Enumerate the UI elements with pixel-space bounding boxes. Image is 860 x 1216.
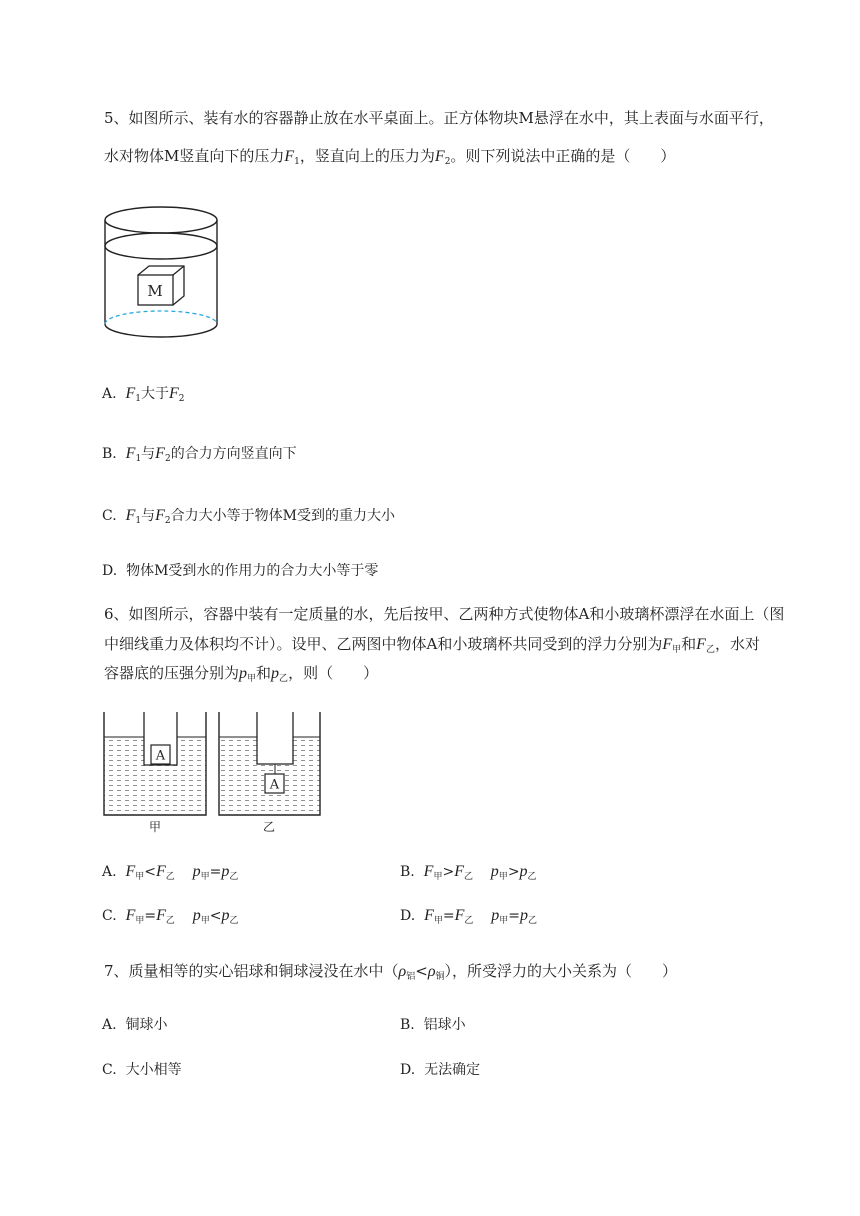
subscript: 1 [135, 454, 142, 464]
subscript: 乙 [229, 916, 239, 926]
option-letter: B. [102, 446, 117, 462]
symbol-F: F [156, 907, 166, 924]
symbol-p: p [221, 907, 230, 924]
q5-option-d[interactable] [102, 561, 378, 581]
symbol-F: F [125, 907, 136, 924]
subscript: 乙 [165, 872, 175, 882]
q7-text: ），所受浮力的大小关系为（ ） [444, 962, 678, 980]
relation: > [507, 864, 520, 880]
symbol-rho: ρ [398, 963, 407, 980]
subscript: 乙 [527, 872, 537, 882]
subscript: 甲 [433, 872, 443, 882]
q5-option-a[interactable] [102, 384, 185, 409]
subscript: 乙 [527, 916, 537, 926]
option-text: 合力大小等于物体M受到的重力大小 [170, 508, 395, 524]
q6-text: ，则（ ） [288, 664, 379, 682]
subscript: 甲 [200, 872, 210, 882]
q6-figures [100, 708, 324, 838]
q7-option-a[interactable] [102, 1015, 167, 1035]
symbol-p: p [271, 665, 280, 682]
subscript: 甲 [135, 872, 145, 882]
q7-stem [104, 961, 677, 987]
symbol-F: F [423, 863, 434, 880]
relation: < [209, 908, 222, 924]
relation: < [415, 962, 428, 980]
option-letter: D. [400, 1062, 416, 1078]
q6-text: 和 [681, 635, 697, 653]
q6-option-b[interactable] [400, 862, 537, 887]
q5-option-b[interactable] [102, 444, 297, 469]
figure-yi-label: 乙 [262, 820, 276, 834]
symbol-F: F [125, 445, 136, 462]
option-text: 物体M受到水的作用力的合力大小等于零 [126, 563, 379, 579]
symbol-p: p [491, 907, 500, 924]
relation: > [442, 864, 455, 880]
option-letter: D. [400, 908, 416, 924]
relation: = [442, 908, 455, 924]
option-letter: B. [400, 864, 415, 880]
subscript: 1 [135, 516, 142, 526]
symbol-F: F [284, 148, 295, 165]
q5-text: 。则下列说法中正确的是（ ） [450, 147, 676, 165]
subscript: 甲 [498, 872, 508, 882]
block-a-label: A [269, 777, 280, 793]
symbol-p: p [221, 863, 230, 880]
symbol-F: F [155, 507, 165, 524]
option-letter: B. [400, 1017, 415, 1033]
subscript: 甲 [499, 916, 509, 926]
q6-option-d[interactable] [400, 906, 537, 931]
option-text: 大小相等 [125, 1062, 182, 1078]
subscript: 2 [164, 454, 171, 464]
symbol-p: p [192, 863, 201, 880]
q5-option-c[interactable] [102, 506, 395, 531]
subscript: 甲 [247, 674, 257, 684]
option-letter: C. [102, 1062, 117, 1078]
relation: = [209, 864, 222, 880]
symbol-p: p [519, 863, 528, 880]
symbol-F: F [125, 863, 136, 880]
option-text: 的合力方向竖直向下 [170, 446, 297, 462]
q7-option-b[interactable] [400, 1015, 466, 1035]
option-letter: A. [102, 1017, 117, 1033]
figure-jia-label: 甲 [148, 820, 162, 834]
relation: = [144, 908, 157, 924]
q6-stem-line1: 6、如图所示，容器中装有一定质量的水，先后按甲、乙两种方式使物体A和小玻璃杯漂浮在水面上（图 [104, 605, 785, 623]
symbol-F: F [125, 385, 136, 402]
subscript: 甲 [672, 645, 682, 655]
q6-text: ，水对 [714, 635, 760, 653]
q6-option-c[interactable] [102, 906, 238, 931]
q7-text: 7、质量相等的实心铝球和铜球浸没在水中（ [104, 962, 399, 980]
q5-stem-line1: 5、如图所示、装有水的容器静止放在水平桌面上。正方体物块M悬浮在水中，其上表面与水面平行， [104, 109, 774, 127]
option-text: 与 [141, 446, 156, 462]
q5-text: 水对物体M竖直向下的压力 [104, 147, 285, 165]
q7-option-d[interactable] [400, 1060, 480, 1080]
figure-yi [219, 712, 320, 834]
subscript: 乙 [463, 872, 473, 882]
symbol-F: F [155, 445, 165, 462]
symbol-rho: ρ [427, 963, 436, 980]
q5-stem-line2 [104, 146, 675, 172]
q6-stem-line3 [104, 663, 378, 689]
subscript: 乙 [279, 674, 289, 684]
symbol-F: F [424, 907, 434, 924]
cube-label: M [147, 282, 163, 300]
option-text: 与 [141, 508, 156, 524]
subscript: 1 [135, 394, 141, 404]
q6-text: 中细线重力及体积均不计）。设甲、乙两图中物体A和小玻璃杯共同受到的浮力分别为 [104, 635, 663, 653]
subscript: 甲 [200, 916, 210, 926]
q6-text: 和 [256, 664, 272, 682]
q6-option-a[interactable] [102, 862, 238, 887]
subscript: 乙 [229, 872, 239, 882]
q7-option-c[interactable] [102, 1060, 182, 1080]
symbol-F: F [125, 507, 136, 524]
symbol-F: F [168, 385, 179, 402]
q5-container-figure [100, 200, 222, 346]
subscript: 乙 [165, 916, 175, 926]
option-letter: C. [102, 508, 117, 524]
option-text: 无法确定 [424, 1062, 481, 1078]
subscript: 铜 [435, 972, 445, 982]
subscript: 乙 [705, 645, 715, 655]
symbol-F: F [662, 636, 673, 653]
option-text: 铝球小 [423, 1017, 466, 1033]
subscript: 2 [444, 157, 451, 167]
option-letter: C. [102, 908, 117, 924]
symbol-F: F [454, 863, 464, 880]
symbol-F: F [454, 907, 465, 924]
symbol-p: p [192, 907, 201, 924]
relation: = [508, 908, 520, 924]
symbol-F: F [696, 636, 706, 653]
symbol-p: p [239, 665, 248, 682]
subscript: 乙 [464, 916, 474, 926]
subscript: 甲 [135, 916, 145, 926]
symbol-F: F [434, 148, 445, 165]
block-a-label: A [155, 748, 166, 764]
option-text: 铜球小 [125, 1017, 168, 1033]
q6-text: 容器底的压强分别为 [104, 664, 240, 682]
option-letter: A. [102, 386, 117, 402]
subscript: 2 [178, 394, 185, 404]
subscript: 铝 [406, 972, 416, 982]
figure-jia [104, 712, 206, 834]
symbol-p: p [519, 907, 528, 924]
subscript: 1 [294, 157, 300, 167]
option-letter: D. [102, 563, 118, 579]
q6-stem-line2 [104, 634, 760, 660]
option-text: 大于 [140, 386, 169, 402]
option-letter: A. [102, 864, 117, 880]
relation: < [144, 864, 156, 880]
subscript: 2 [164, 516, 171, 526]
subscript: 甲 [433, 916, 443, 926]
q5-text: ，竖直向上的压力为 [299, 147, 435, 165]
symbol-F: F [156, 863, 166, 880]
symbol-p: p [490, 863, 499, 880]
